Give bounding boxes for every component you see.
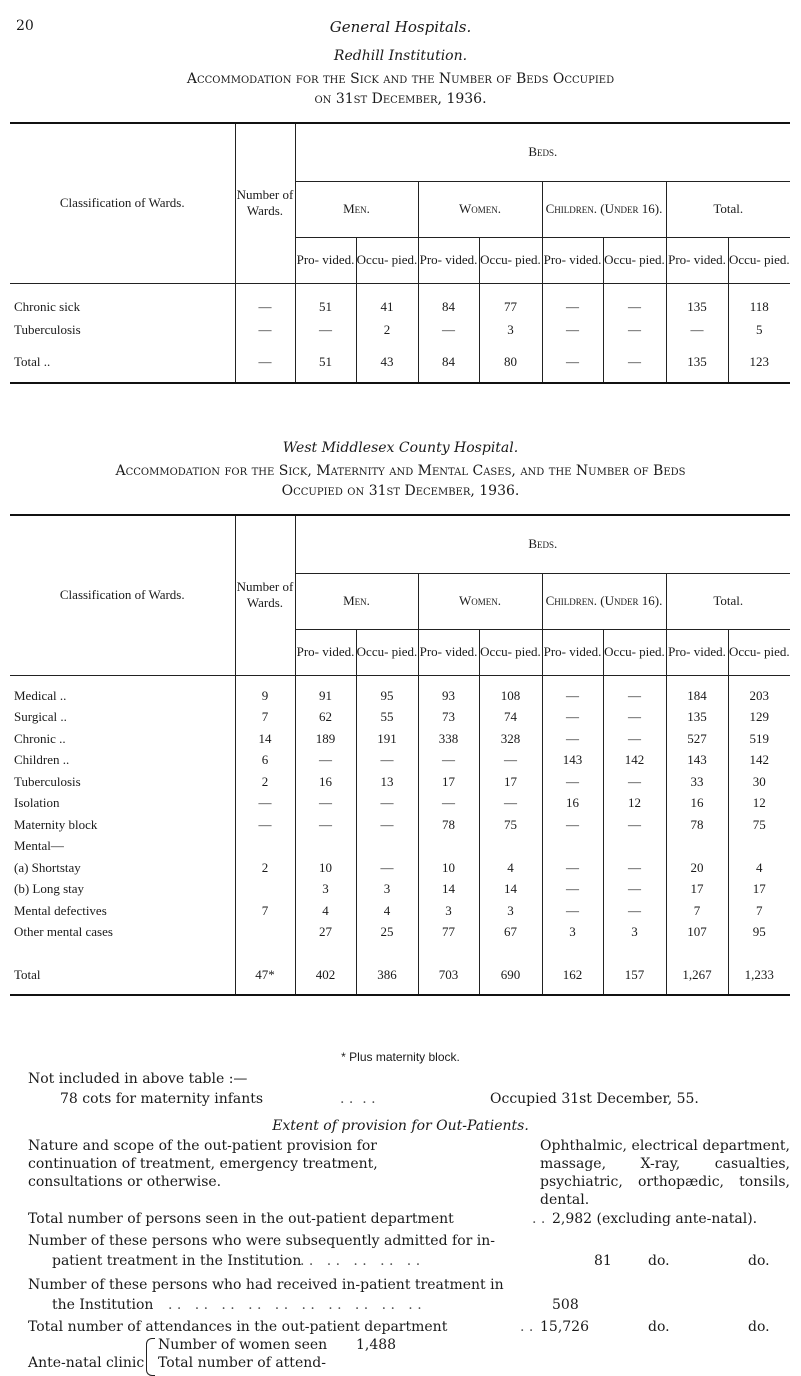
cell: 16 xyxy=(542,793,603,815)
cell: 4 xyxy=(295,900,356,922)
cell xyxy=(603,836,666,858)
cell: — xyxy=(542,879,603,901)
t2-sub-provided: Pro- vided. xyxy=(542,629,603,675)
cell xyxy=(418,836,479,858)
admitted-label-2: patient treatment in the Institution xyxy=(52,1253,302,1269)
cell: 386 xyxy=(356,955,418,995)
not-included-heading: Not included in above table :— xyxy=(28,1071,248,1087)
row-label: Total .. xyxy=(14,353,51,369)
cell: 74 xyxy=(479,707,542,729)
t1-head-beds: Beds. xyxy=(295,123,790,181)
cell xyxy=(479,836,542,858)
row-label: Mental— xyxy=(14,838,64,854)
row-label: Maternity block xyxy=(14,816,98,832)
cell: — xyxy=(542,341,603,383)
cell: — xyxy=(542,707,603,729)
cell: 184 xyxy=(666,685,728,707)
cell: — xyxy=(295,318,356,341)
dot-leader: . . . . . . . . . . xyxy=(300,1253,421,1269)
cell: — xyxy=(603,685,666,707)
cell: 3 xyxy=(542,922,603,944)
total-persons-value: 2,982 (excluding ante-natal). xyxy=(552,1211,758,1227)
cell: 6 xyxy=(235,750,295,772)
cell: 12 xyxy=(603,793,666,815)
cell: 1,267 xyxy=(666,955,728,995)
cell: 4 xyxy=(479,857,542,879)
cell: 5 xyxy=(728,318,790,341)
cell xyxy=(295,836,356,858)
cell: 91 xyxy=(295,685,356,707)
t1-sub-occupied: Occu- pied. xyxy=(603,237,666,283)
cell: 142 xyxy=(728,750,790,772)
not-included-label: 78 cots for maternity infants xyxy=(60,1091,264,1107)
cell: 107 xyxy=(666,922,728,944)
t1-sub-occupied: Occu- pied. xyxy=(356,237,418,283)
table-row xyxy=(10,685,790,707)
row-label: Surgical .. xyxy=(14,709,67,725)
cell: 527 xyxy=(666,728,728,750)
cell: 55 xyxy=(356,707,418,729)
cell: 43 xyxy=(356,341,418,383)
t2-sub-occupied: Occu- pied. xyxy=(728,629,790,675)
cell: 9 xyxy=(235,685,295,707)
nature-left: Nature and scope of the out-patient provision for continuation of treatment, emergency treatment, consultations or otherwise. xyxy=(28,1138,378,1190)
cell: — xyxy=(235,295,295,318)
cell: 93 xyxy=(418,685,479,707)
t2-head-women: Women. xyxy=(418,573,542,629)
cell: — xyxy=(356,814,418,836)
cell: 33 xyxy=(666,771,728,793)
page-header xyxy=(0,8,801,36)
table-row xyxy=(10,728,790,750)
cell: — xyxy=(295,814,356,836)
table2-caption-line1: Accommodation for the Sick, Maternity and Mental Cases, and the Number of Beds xyxy=(115,463,686,479)
cell: 703 xyxy=(418,955,479,995)
row-label: Tuberculosis xyxy=(14,321,81,337)
cell: 338 xyxy=(418,728,479,750)
cell: — xyxy=(235,318,295,341)
received-value: 508 xyxy=(552,1297,579,1313)
ditto-mark: do. xyxy=(648,1319,670,1335)
row-label: Children .. xyxy=(14,752,70,768)
dot-leader: . . . . xyxy=(340,1091,376,1107)
row-label: (a) Shortstay xyxy=(14,859,81,875)
cell: 143 xyxy=(542,750,603,772)
cell: 16 xyxy=(666,793,728,815)
cell: — xyxy=(295,793,356,815)
cell: — xyxy=(356,793,418,815)
cell: — xyxy=(418,793,479,815)
cell: 3 xyxy=(418,900,479,922)
outpatients-heading: Extent of provision for Out-Patients. xyxy=(272,1118,529,1134)
cell: 78 xyxy=(666,814,728,836)
cell: — xyxy=(542,685,603,707)
row-label: Tuberculosis xyxy=(14,773,81,789)
nature-right: Ophthalmic, electrical department, massage, X-ray, casualties, psychiatric, orthopædic, tonsils, dental. xyxy=(540,1138,790,1208)
cell: — xyxy=(235,814,295,836)
table-row xyxy=(10,836,790,858)
running-title: General Hospitals. xyxy=(329,18,472,36)
cell: 129 xyxy=(728,707,790,729)
ditto-mark: do. xyxy=(748,1319,770,1335)
cell xyxy=(235,879,295,901)
table-row xyxy=(10,295,790,318)
cell: 189 xyxy=(295,728,356,750)
cell: 2 xyxy=(235,857,295,879)
table1 xyxy=(10,122,790,384)
cell: 135 xyxy=(666,341,728,383)
received-label-1: Number of these persons who had received in-patient treatment in xyxy=(28,1277,504,1293)
t1-head-classification: Classification of Wards. xyxy=(59,195,185,211)
cell: 690 xyxy=(479,955,542,995)
cell: 13 xyxy=(356,771,418,793)
cell: 47* xyxy=(235,955,295,995)
ditto-mark: do. xyxy=(648,1253,670,1269)
total-persons-label: Total number of persons seen in the out-patient department xyxy=(28,1211,454,1227)
cell: 3 xyxy=(479,900,542,922)
t2-head-classification: Classification of Wards. xyxy=(59,587,185,603)
t1-head-women: Women. xyxy=(418,181,542,237)
cell: 95 xyxy=(356,685,418,707)
t2-sub-occupied: Occu- pied. xyxy=(479,629,542,675)
cell: 108 xyxy=(479,685,542,707)
cell: — xyxy=(235,341,295,383)
cell: 20 xyxy=(666,857,728,879)
table1-caption-line2: on 31st December, 1936. xyxy=(314,91,487,107)
cell: 77 xyxy=(479,295,542,318)
cell: 73 xyxy=(418,707,479,729)
t2-sub-occupied: Occu- pied. xyxy=(603,629,666,675)
cell: 10 xyxy=(295,857,356,879)
antenatal-att-label-1: Total number of attend- xyxy=(158,1355,326,1371)
cell: 2 xyxy=(235,771,295,793)
cell: 203 xyxy=(728,685,790,707)
cell: 84 xyxy=(418,341,479,383)
antenatal-women-label: Number of women seen xyxy=(158,1337,328,1353)
row-label: Medical .. xyxy=(14,687,67,703)
cell: — xyxy=(666,318,728,341)
antenatal-women-value: 1,488 xyxy=(356,1337,397,1353)
row-label: Chronic .. xyxy=(14,730,66,746)
cell: 7 xyxy=(235,707,295,729)
cell: — xyxy=(542,771,603,793)
cell xyxy=(235,836,295,858)
row-label: Mental defectives xyxy=(14,902,107,918)
table1-institution: Redhill Institution. xyxy=(333,48,468,64)
t2-sub-provided: Pro- vided. xyxy=(666,629,728,675)
cell: — xyxy=(603,771,666,793)
table2 xyxy=(10,514,790,996)
t1-sub-provided: Pro- vided. xyxy=(666,237,728,283)
attendances-label: Total number of attendances in the out-patient department xyxy=(28,1319,448,1335)
cell: 75 xyxy=(728,814,790,836)
attendances-value: 15,726 xyxy=(540,1319,589,1335)
page-number: 20 xyxy=(16,18,34,34)
cell: 16 xyxy=(295,771,356,793)
table2-footnote: * Plus maternity block. xyxy=(341,1050,460,1064)
cell: — xyxy=(542,900,603,922)
cell: — xyxy=(603,879,666,901)
row-label: Total xyxy=(14,966,41,982)
cell: 402 xyxy=(295,955,356,995)
cell: 142 xyxy=(603,750,666,772)
cell xyxy=(235,922,295,944)
cell: — xyxy=(603,318,666,341)
dot-leader: . . xyxy=(520,1319,534,1335)
table-row xyxy=(10,879,790,901)
cell: — xyxy=(603,295,666,318)
cell: 123 xyxy=(728,341,790,383)
t2-head-men: Men. xyxy=(295,573,418,629)
t2-head-number: Number of Wards. xyxy=(235,515,295,675)
cell: 135 xyxy=(666,707,728,729)
antenatal-label: Ante-natal clinic xyxy=(28,1355,145,1371)
table-row xyxy=(10,900,790,922)
t1-sub-provided: Pro- vided. xyxy=(542,237,603,283)
dot-leader: . . . . . . . . . . . . . . . . . . . . xyxy=(168,1297,422,1313)
cell: 7 xyxy=(235,900,295,922)
cell: 7 xyxy=(666,900,728,922)
cell xyxy=(542,836,603,858)
t2-head-beds: Beds. xyxy=(295,515,790,573)
ditto-mark: do. xyxy=(748,1253,770,1269)
cell: — xyxy=(542,318,603,341)
cell: — xyxy=(542,295,603,318)
cell: 157 xyxy=(603,955,666,995)
t2-head-total: Total. xyxy=(666,573,790,629)
cell: 135 xyxy=(666,295,728,318)
cell: — xyxy=(603,900,666,922)
cell: 17 xyxy=(479,771,542,793)
cell: 17 xyxy=(666,879,728,901)
cell: 1,233 xyxy=(728,955,790,995)
cell: 14 xyxy=(235,728,295,750)
cell: 3 xyxy=(356,879,418,901)
cell: 14 xyxy=(418,879,479,901)
cell: 143 xyxy=(666,750,728,772)
cell: — xyxy=(295,750,356,772)
row-label: Isolation xyxy=(14,795,60,811)
cell: 519 xyxy=(728,728,790,750)
table-row xyxy=(10,857,790,879)
cell: 95 xyxy=(728,922,790,944)
cell: — xyxy=(542,814,603,836)
admitted-value: 81 xyxy=(594,1253,612,1269)
row-label: (b) Long stay xyxy=(14,881,85,897)
cell: 17 xyxy=(728,879,790,901)
table-row xyxy=(10,318,790,341)
cell: 78 xyxy=(418,814,479,836)
t1-sub-occupied: Occu- pied. xyxy=(728,237,790,283)
cell: 67 xyxy=(479,922,542,944)
row-label: Chronic sick xyxy=(14,298,81,314)
table1-caption-line1: Accommodation for the Sick and the Number of Beds Occupied xyxy=(186,71,615,87)
cell: 3 xyxy=(479,318,542,341)
cell: — xyxy=(542,857,603,879)
cell: 118 xyxy=(728,295,790,318)
table-row xyxy=(10,922,790,944)
t1-head-men: Men. xyxy=(295,181,418,237)
cell: 25 xyxy=(356,922,418,944)
t1-head-children: Children. (Under 16). xyxy=(542,181,666,237)
table2-institution: West Middlesex County Hospital. xyxy=(282,440,519,456)
t1-head-total: Total. xyxy=(666,181,790,237)
t1-sub-occupied: Occu- pied. xyxy=(479,237,542,283)
cell: — xyxy=(479,750,542,772)
t1-head-number: Number of Wards. xyxy=(235,123,295,283)
cell: 328 xyxy=(479,728,542,750)
cell: 75 xyxy=(479,814,542,836)
antenatal-brace xyxy=(146,1338,155,1376)
cell: 30 xyxy=(728,771,790,793)
cell: 4 xyxy=(728,857,790,879)
cell: — xyxy=(235,793,295,815)
cell: 191 xyxy=(356,728,418,750)
cell: 84 xyxy=(418,295,479,318)
t1-total-row xyxy=(10,341,790,383)
table2-caption-line2: Occupied on 31st December, 1936. xyxy=(281,483,520,499)
cell: 27 xyxy=(295,922,356,944)
cell: — xyxy=(603,814,666,836)
table-row xyxy=(10,750,790,772)
t2-total-row xyxy=(10,955,790,995)
received-label-2: the Institution xyxy=(52,1297,154,1313)
cell: 51 xyxy=(295,341,356,383)
cell: 80 xyxy=(479,341,542,383)
cell: — xyxy=(356,750,418,772)
cell: 4 xyxy=(356,900,418,922)
cell: 12 xyxy=(728,793,790,815)
admitted-label-1: Number of these persons who were subsequently admitted for in- xyxy=(28,1233,495,1249)
row-label: Other mental cases xyxy=(14,924,113,940)
table-row xyxy=(10,707,790,729)
cell: 41 xyxy=(356,295,418,318)
t2-head-children: Children. (Under 16). xyxy=(542,573,666,629)
dot-leader: . . xyxy=(532,1211,546,1227)
cell: — xyxy=(356,857,418,879)
cell: 77 xyxy=(418,922,479,944)
cell: 162 xyxy=(542,955,603,995)
t2-sub-provided: Pro- vided. xyxy=(418,629,479,675)
cell: 2 xyxy=(356,318,418,341)
table-row xyxy=(10,771,790,793)
table-row xyxy=(10,793,790,815)
t2-sub-occupied: Occu- pied. xyxy=(356,629,418,675)
table-row xyxy=(10,814,790,836)
cell: — xyxy=(603,707,666,729)
cell xyxy=(666,836,728,858)
cell: 17 xyxy=(418,771,479,793)
not-included-value: Occupied 31st December, 55. xyxy=(490,1091,699,1107)
cell: 62 xyxy=(295,707,356,729)
cell xyxy=(728,836,790,858)
cell: — xyxy=(603,857,666,879)
cell: — xyxy=(603,341,666,383)
cell: — xyxy=(542,728,603,750)
cell: — xyxy=(479,793,542,815)
cell: — xyxy=(418,318,479,341)
cell: 10 xyxy=(418,857,479,879)
t1-sub-provided: Pro- vided. xyxy=(295,237,356,283)
cell: 51 xyxy=(295,295,356,318)
cell: 14 xyxy=(479,879,542,901)
cell: 7 xyxy=(728,900,790,922)
t1-sub-provided: Pro- vided. xyxy=(418,237,479,283)
cell: — xyxy=(603,728,666,750)
cell xyxy=(356,836,418,858)
cell: — xyxy=(418,750,479,772)
cell: 3 xyxy=(295,879,356,901)
cell: 3 xyxy=(603,922,666,944)
t2-sub-provided: Pro- vided. xyxy=(295,629,356,675)
